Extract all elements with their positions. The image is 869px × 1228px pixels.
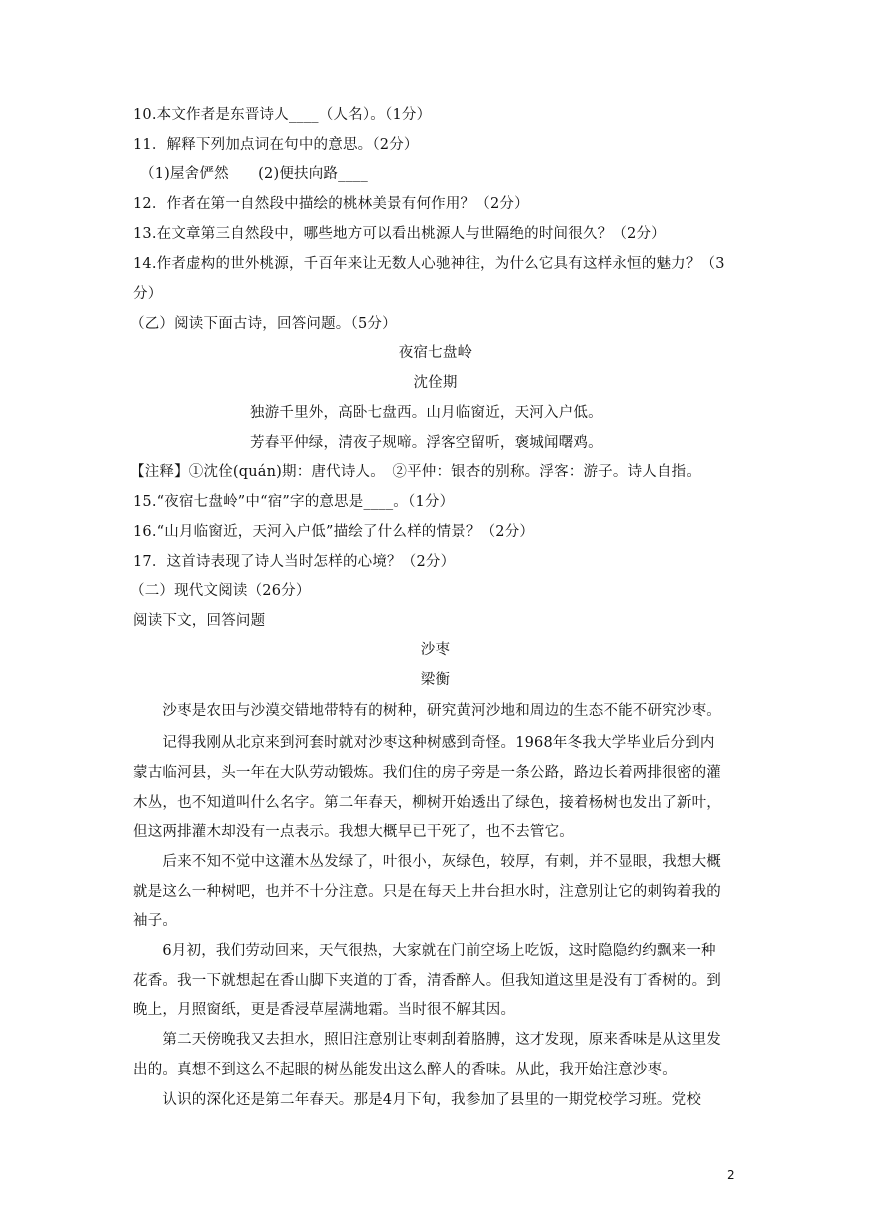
section-b-heading: （乙）阅读下面古诗，回答问题。（5分）: [130, 316, 397, 332]
poem-line: 独游千里外，高卧七盘西。山月临窗近，天河入户低。: [250, 405, 603, 421]
article-line: 认识的深化还是第二年春天。那是4月下旬，我参加了县里的一期党校学习班。党校: [133, 1092, 702, 1108]
article-title: 沙枣: [420, 642, 451, 658]
article-author: 梁衡: [420, 672, 451, 688]
question-11-items: （1)屋舍俨然 (2)便扶向路____: [140, 166, 368, 182]
poem-title: 夜宿七盘岭: [398, 345, 473, 361]
question-16: 16.“山月临窗近，天河入户低”描绘了什么样的情景？（2分）: [133, 524, 535, 540]
poem-note: 【注释】①沈佺(quán)期：唐代诗人。 ②平仲：银杏的别称。浮客：游子。诗人自指。: [130, 464, 702, 480]
poem-line: 芳春平仲绿，清夜子规啼。浮客空留听，褒城闻曙鸡。: [250, 435, 603, 451]
article-line: 袖子。: [133, 913, 178, 929]
article-line: 出的。真想不到这么不起眼的树丛能发出这么醉人的香味。从此，我开始注意沙枣。: [133, 1062, 677, 1078]
article-line: 6月初，我们劳动回来，天气很热，大家就在门前空场上吃饭，这时隐隐约约飘来一种: [133, 943, 716, 959]
question-15: 15.“夜宿七盘岭”中“宿”字的意思是____。（1分）: [133, 494, 455, 510]
article-line: 记得我刚从北京来到河套时就对沙枣这种树感到奇怪。1968年冬我大学毕业后分到内: [133, 735, 715, 751]
article-line: 木丛，也不知道叫什么名字。第二年春天，柳树开始透出了绿色，接着杨树也发出了新叶，: [133, 795, 721, 811]
article-line: 蒙古临河县，头一年在大队劳动锻炼。我们住的房子旁是一条公路，路边长着两排很密的灌: [133, 765, 721, 781]
article-line: 晚上，月照窗纸，更是香浸草屋满地霜。当时很不解其因。: [133, 1002, 516, 1018]
article-line: 第二天傍晚我又去担水，照旧注意别让枣刺刮着胳膊，这才发现，原来香味是从这里发: [133, 1032, 721, 1048]
article-line: 后来不知不觉中这灌木丛发绿了，叶很小，灰绿色，较厚，有刺，并不显眼，我想大概: [133, 854, 721, 870]
section-2-heading: （二）现代文阅读（26分）: [130, 583, 311, 599]
article-line: 沙枣是农田与沙漠交错地带特有的树种，研究黄河沙地和周边的生态不能不研究沙枣。: [133, 703, 721, 719]
question-11: 11．解释下列加点词在句中的意思。（2分）: [133, 137, 419, 153]
question-14: 14.作者虚构的世外桃源，千百年来让无数人心驰神往，为什么它具有这样永恒的魅力？（3: [133, 256, 725, 272]
question-13: 13.在文章第三自然段中，哪些地方可以看出桃源人与世隔绝的时间很久？（2分）: [133, 226, 666, 242]
question-17: 17．这首诗表现了诗人当时怎样的心境？（2分）: [133, 554, 456, 570]
question-12: 12．作者在第一自然段中描绘的桃林美景有何作用？（2分）: [133, 196, 529, 212]
section-2-instruction: 阅读下文，回答问题: [133, 613, 266, 629]
article-line: 花香。我一下就想起在香山脚下夹道的丁香，清香醉人。但我知道这里是没有丁香树的。到: [133, 973, 721, 989]
article-line: 但这两排灌木却没有一点表示。我想大概早已干死了，也不去管它。: [133, 824, 574, 840]
poem-author: 沈佺期: [413, 375, 458, 391]
question-10: 10.本文作者是东晋诗人____（人名）。（1分）: [133, 107, 432, 123]
page-number: 2: [727, 1168, 735, 1182]
question-14-continued: 分）: [133, 286, 163, 302]
article-line: 就是这么一种树吧，也并不十分注意。只是在每天上井台担水时，注意别让它的刺钩着我的: [133, 884, 721, 900]
